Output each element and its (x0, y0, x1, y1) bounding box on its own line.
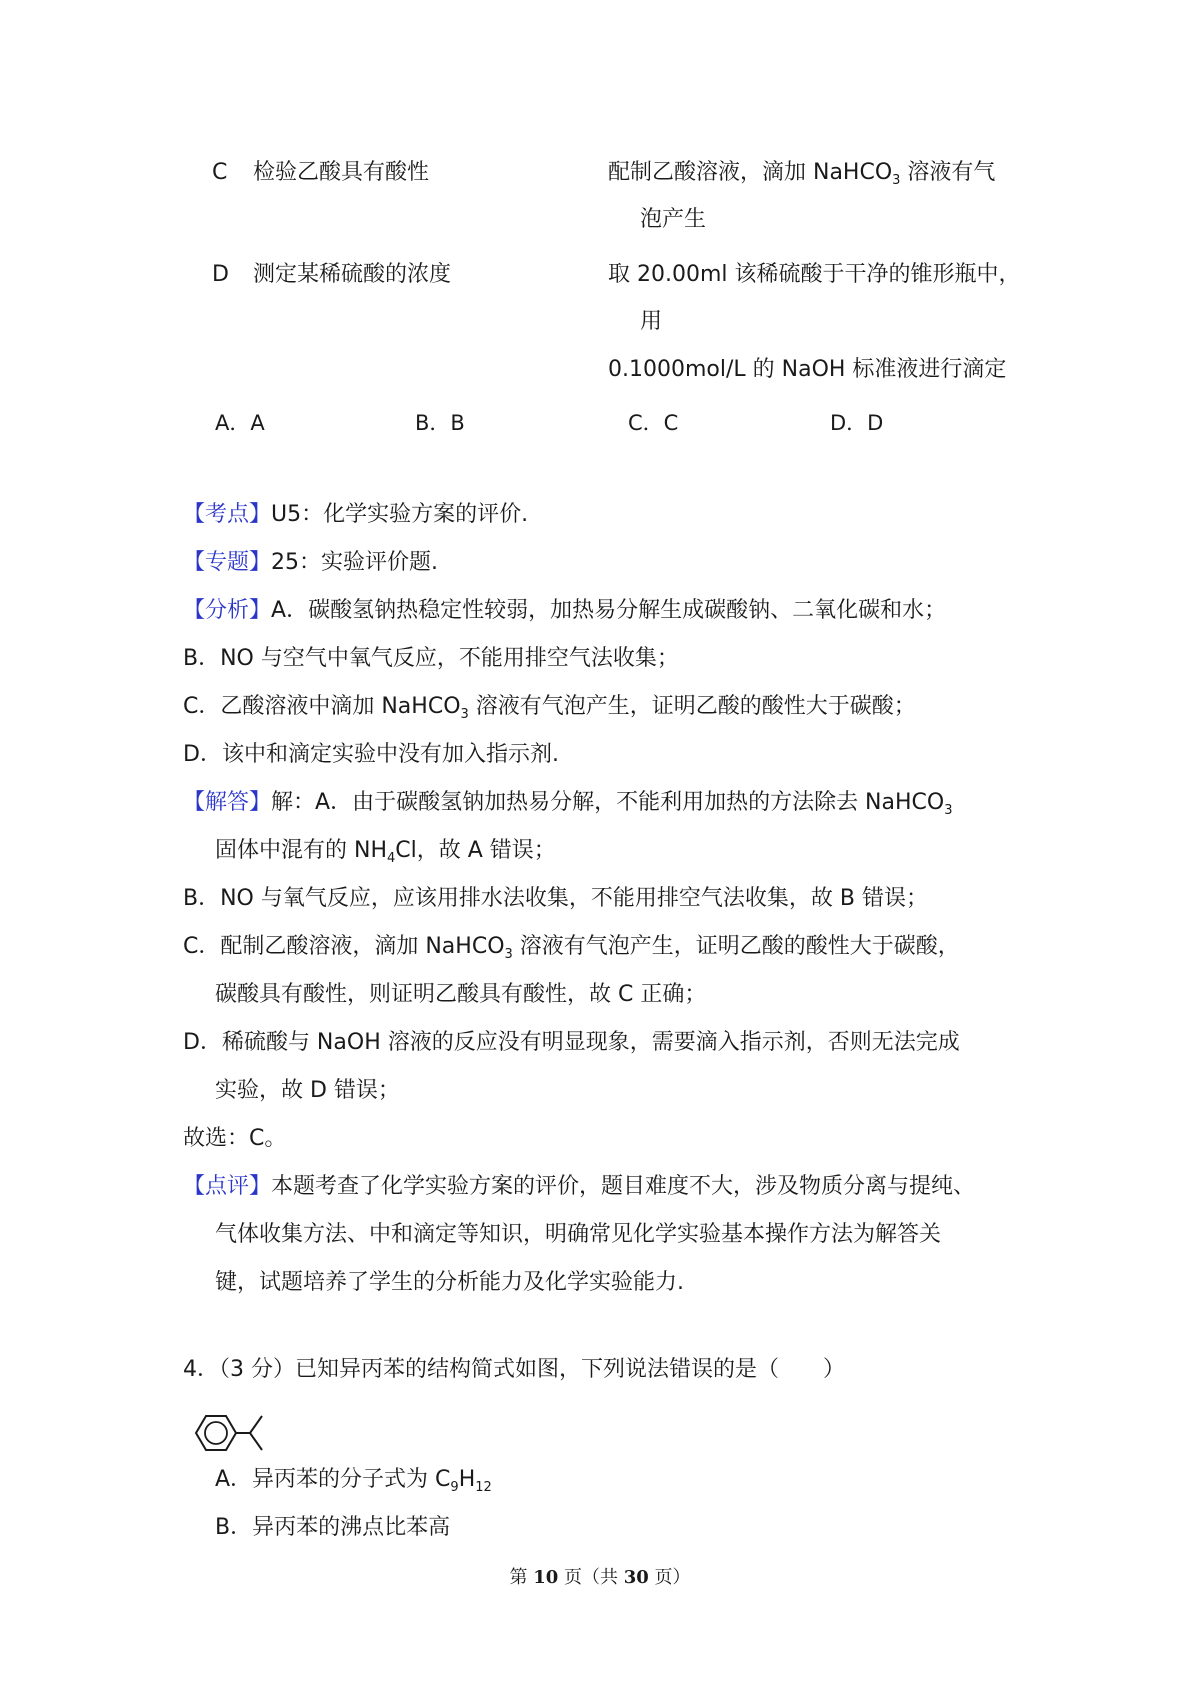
question-4-option-b: B．异丙苯的沸点比苯高 (215, 1515, 451, 1540)
zhuanti-tag: 【专题】 (183, 550, 272, 575)
jieda-conclusion: 故选：C。 (183, 1126, 287, 1151)
isopropylbenzene-structure-icon (186, 1407, 278, 1459)
dianping-line1: 【点评】本题考查了化学实验方案的评价，题目难度不大，涉及物质分离与提纯、 (183, 1174, 976, 1199)
choice-b: B．B (415, 411, 465, 435)
fenxi-c: C．乙酸溶液中滴加 NaHCO$_3$ 溶液有气泡产生，证明乙酸的酸性大于碳酸； (183, 694, 916, 722)
row-c-operation-line1: 配制乙酸溶液，滴加 NaHCO$_3$ 溶液有气 (608, 160, 996, 188)
dianping-line3: 键，试题培养了学生的分析能力及化学实验能力. (215, 1270, 684, 1295)
fenxi-d: D．该中和滴定实验中没有加入指示剂. (183, 742, 559, 767)
choice-d: D．D (830, 411, 884, 435)
row-d-purpose: 测定某稀硫酸的浓度 (253, 262, 452, 287)
zhuanti-line: 【专题】25：实验评价题. (183, 550, 439, 575)
dianping-line2: 气体收集方法、中和滴定等知识，明确常见化学实验基本操作方法为解答关 (215, 1222, 942, 1247)
jieda-a-line1: 【解答】解：A．由于碳酸氢钠加热易分解，不能利用加热的方法除去 NaHCO$_3$ (183, 790, 953, 818)
jieda-b: B．NO 与氧气反应，应该用排水法收集，不能用排空气法收集，故 B 错误； (183, 886, 928, 911)
question-4-stem: 4．（3 分）已知异丙苯的结构简式如图，下列说法错误的是（ ） (183, 1357, 845, 1382)
choice-c: C．C (628, 411, 679, 435)
row-d-operation-line3: 0.1000mol/L 的 NaOH 标准液进行滴定 (608, 357, 1007, 382)
dianping-tag: 【点评】 (183, 1174, 272, 1199)
row-c-operation-line2: 泡产生 (640, 207, 707, 232)
jieda-c-line2: 碳酸具有酸性，则证明乙酸具有酸性，故 C 正确； (215, 982, 707, 1007)
row-d-operation-line1: 取 20.00ml 该稀硫酸于干净的锥形瓶中， (608, 262, 1021, 287)
jieda-d-line2: 实验，故 D 错误； (215, 1078, 400, 1103)
row-c-letter: C (212, 160, 228, 185)
jieda-d-line1: D．稀硫酸与 NaOH 溶液的反应没有明显现象，需要滴入指示剂，否则无法完成 (183, 1030, 960, 1055)
jieda-c-line1: C．配制乙酸溶液，滴加 NaHCO$_3$ 溶液有气泡产生，证明乙酸的酸性大于碳酸， (183, 934, 960, 962)
fenxi-tag: 【分析】 (183, 598, 272, 623)
row-c-purpose: 检验乙酸具有酸性 (253, 160, 430, 185)
kaodian-line: 【考点】U5：化学实验方案的评价. (183, 502, 529, 527)
row-d-operation-line2: 用 (640, 309, 663, 334)
page-footer: 第 10 页（共 30 页） (509, 1567, 691, 1588)
fenxi-line: 【分析】A．碳酸氢钠热稳定性较弱，加热易分解生成碳酸钠、二氧化碳和水； (183, 598, 947, 623)
question-4-option-a: A．异丙苯的分子式为 $C_9H_{12}$ (215, 1467, 492, 1495)
jieda-tag: 【解答】 (183, 790, 272, 815)
choice-a: A．A (215, 411, 265, 435)
jieda-a-line2: 固体中混有的 $NH_4Cl$，故 A 错误； (215, 838, 556, 866)
kaodian-tag: 【考点】 (183, 502, 272, 527)
fenxi-b: B．NO 与空气中氧气反应，不能用排空气法收集； (183, 646, 679, 671)
row-d-letter: D (212, 262, 229, 287)
